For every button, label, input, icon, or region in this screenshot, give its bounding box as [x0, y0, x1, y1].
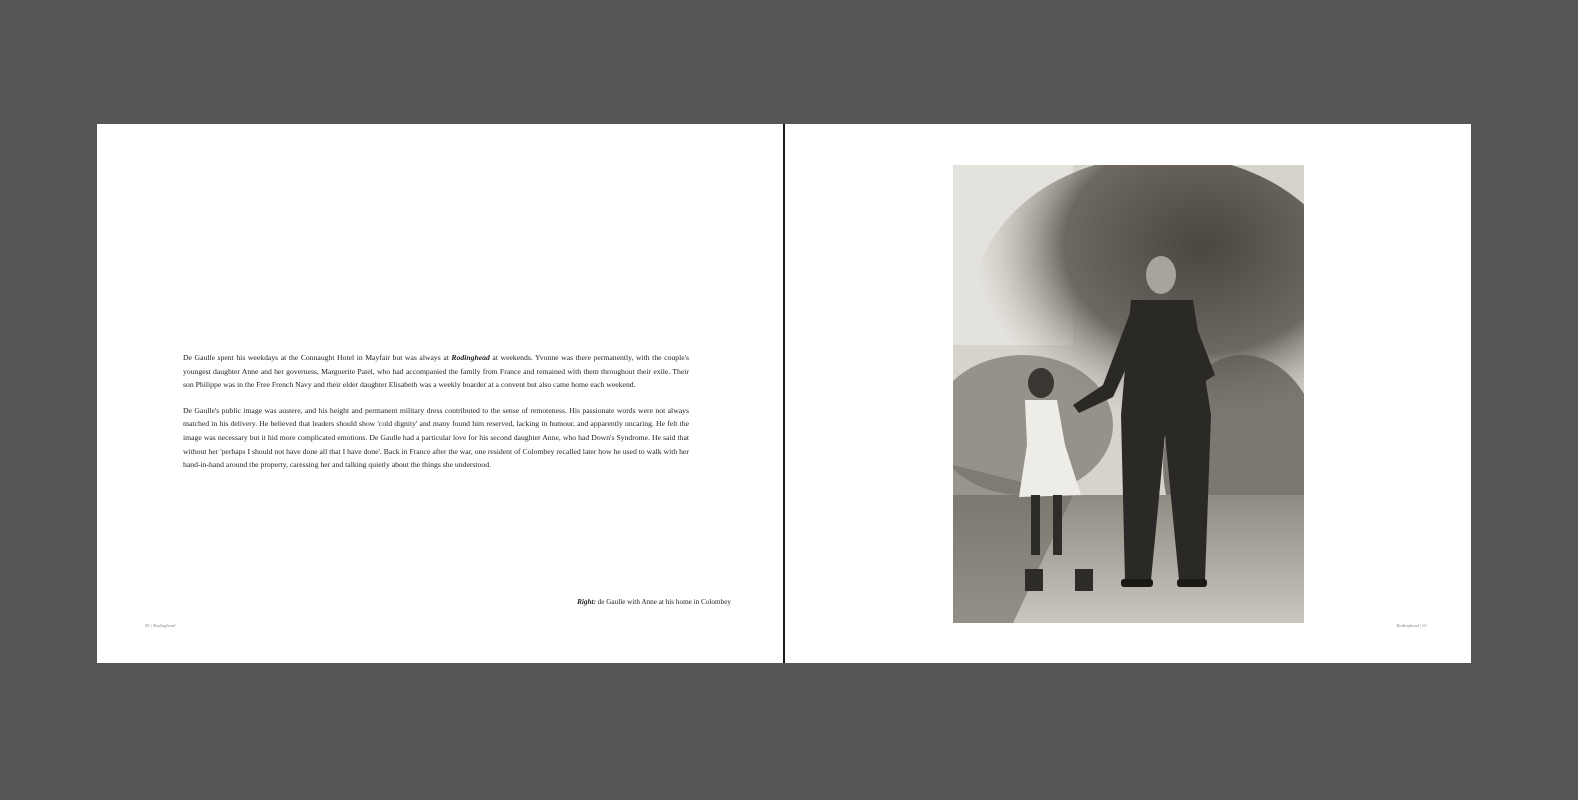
photograph-image [953, 165, 1304, 623]
book-spread [97, 124, 1471, 663]
folio-right: Rodinghead | 91 [1396, 623, 1427, 628]
text-run: at weekends. Yvonne was there permanently, with the couple's youngest daughter Anne and her governess, Marguerite Patel, who had accompanied the family from France and remained with them throughout their exile. Their son Philippe was in the Free French Navy and their elder daughter Elisabeth was a weekly boarder at a convent but also came home each weekend. [183, 353, 689, 390]
italic-title: Rodinghead [451, 353, 490, 362]
folio-left: 90 | Rodinghead [145, 623, 176, 628]
body-text [183, 351, 689, 484]
body-paragraph [183, 351, 689, 392]
text-run: De Gaulle spent his weekdays at the Connaught Hotel in Mayfair but was always at [183, 353, 452, 362]
right-page [785, 124, 1471, 663]
left-page [97, 124, 783, 663]
text-run: De Gaulle's public image was austere, and his height and permanent military dress contributed to the sense of remoteness. His passionate words were not always matched in his delivery. He believed that leaders should show 'cold dignity' and many found him reserved, lacking in humour, and apparently uncaring. He felt the image was necessary but it hid more complicated emotions. De Gaulle had a particular love for his second daughter Anne, who had Down's Syndrome. He said that without her 'perhaps I should not have done all that I have done'. Back in France after the war, one resident of Colombey recalled later how he used to walk with her hand-in-hand around the property, caressing her and talking quietly about the things she understood. [183, 405, 689, 470]
body-paragraph [183, 404, 689, 472]
photograph-icon [953, 165, 1304, 623]
caption-text: de Gaulle with Anne at his home in Colombey [595, 598, 731, 606]
caption-lead: Right: [577, 598, 596, 606]
photo-caption [577, 598, 731, 606]
